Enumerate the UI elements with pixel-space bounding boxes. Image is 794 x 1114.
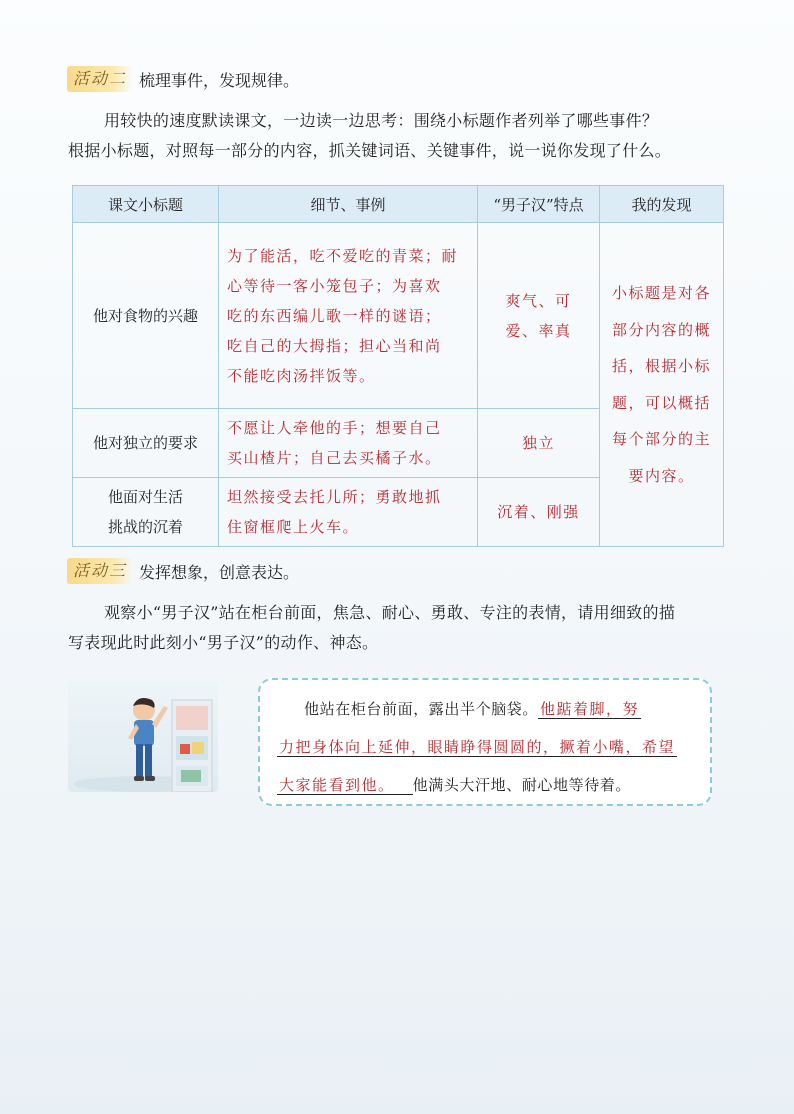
header-discovery: 我的发现 — [600, 186, 724, 223]
row-title: 他面对生活 挑战的沉着 — [73, 478, 219, 547]
row-trait: 独立 — [478, 409, 600, 478]
event-table — [72, 185, 724, 547]
activity-3-title: 发挥想象，创意表达。 — [139, 562, 300, 582]
activity-3-heading — [67, 558, 299, 584]
instruction-line: 写表现此时此刻小“男子汉”的动作、神态。 — [68, 633, 379, 652]
boy-at-counter-illustration — [68, 680, 218, 792]
header-details: 细节、事例 — [219, 186, 478, 223]
activity-3-label: 活动三 — [67, 558, 133, 584]
table-row — [73, 223, 724, 409]
activity-3-instructions — [68, 598, 738, 658]
row-details: 不愿让人牵他的手；想要自己 买山楂片；自己去买橘子水。 — [219, 409, 478, 478]
row-trait: 爽气、可 爱、率真 — [478, 223, 600, 409]
header-trait: “男子汉”特点 — [478, 186, 600, 223]
writing-answer-box — [258, 678, 712, 806]
row-details: 坦然接受去托儿所；勇敢地抓 住窗框爬上火车。 — [219, 478, 478, 547]
answer-line-2 — [260, 736, 677, 757]
answer-underline: 力把身体向上延伸，眼睛睁得圆圆的，撅着小嘴，希望 — [279, 738, 676, 756]
boy-illustration-svg — [68, 680, 218, 792]
activity-2-title: 梳理事件，发现规律。 — [139, 70, 300, 90]
row-details: 为了能活，吃不爱吃的青菜；耐 心等待一客小笼包子；为喜欢 吃的东西编儿歌一样的谜语； 吃自己的大拇指；担心当和尚 不能吃肉汤拌饭等。 — [219, 223, 478, 409]
row-title: 他对独立的要求 — [73, 409, 219, 478]
activity-2-heading — [67, 66, 299, 92]
table-header-row — [73, 186, 724, 223]
activity-2-instructions — [68, 106, 738, 166]
instruction-line: 根据小标题，对照每一部分的内容，抓关键词语、关键事件，说一说你发现了什么。 — [68, 141, 672, 160]
header-subtitle: 课文小标题 — [73, 186, 219, 223]
answer-underline: 大家能看到他。 — [277, 776, 413, 795]
row-trait: 沉着、刚强 — [478, 478, 600, 547]
instruction-line: 观察小“男子汉”站在柜台前面，焦急、耐心、勇敢、专注的表情，请用细致的描 — [104, 603, 676, 622]
discovery-cell: 小标题是对各 部分内容的概 括，根据小标 题，可以概括 每个部分的主 要内容。 — [600, 223, 724, 547]
instruction-line: 用较快的速度默读课文，一边读一边思考：围绕小标题作者列举了哪些事件？ — [104, 111, 659, 130]
row-title: 他对食物的兴趣 — [73, 223, 219, 409]
answer-line-3: 大家能看到他。 他满头大汗地、耐心地等待着。 — [279, 776, 632, 794]
answer-line-1: 他站在柜台前面，露出半个脑袋。 他踮着脚，努 — [304, 700, 640, 718]
activity-2-label: 活动二 — [67, 66, 133, 92]
answer-underline: 他踮着脚，努 — [540, 700, 640, 718]
